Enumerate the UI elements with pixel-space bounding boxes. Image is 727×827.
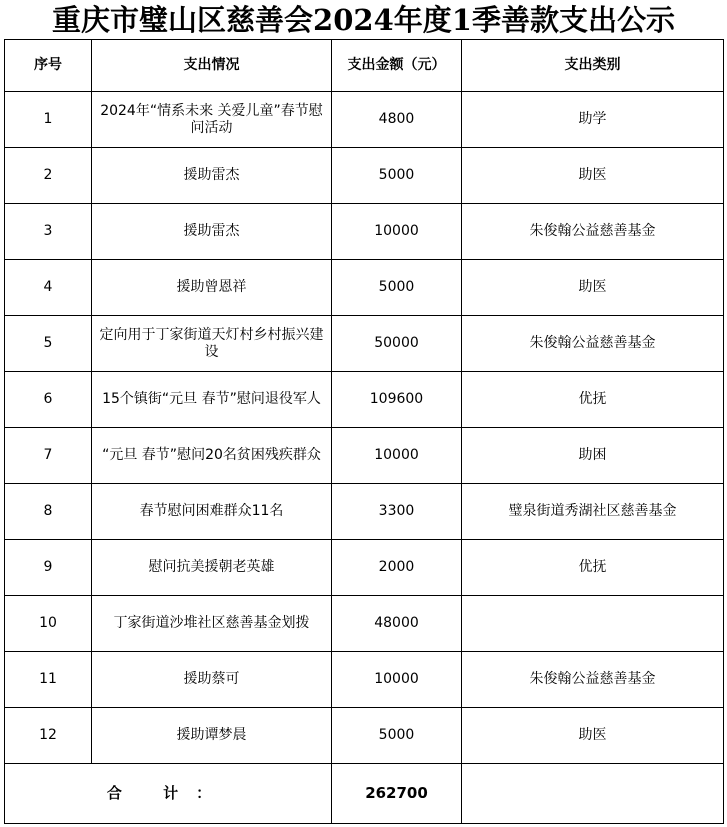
row-category: 助医 xyxy=(462,148,724,204)
row-seq: 7 xyxy=(5,428,92,484)
row-seq: 1 xyxy=(5,92,92,148)
total-row xyxy=(5,764,724,824)
row-amount: 10000 xyxy=(332,428,462,484)
row-description: 定向用于丁家街道天灯村乡村振兴建设 xyxy=(92,316,332,372)
row-category: 朱俊翰公益慈善基金 xyxy=(462,652,724,708)
table-row xyxy=(5,652,724,708)
row-amount: 10000 xyxy=(332,652,462,708)
row-description: 援助蔡可 xyxy=(92,652,332,708)
header-seq: 序号 xyxy=(5,40,92,92)
row-description: 援助曾恩祥 xyxy=(92,260,332,316)
row-seq: 5 xyxy=(5,316,92,372)
row-amount: 5000 xyxy=(332,708,462,764)
table-row xyxy=(5,372,724,428)
row-seq: 8 xyxy=(5,484,92,540)
row-amount: 109600 xyxy=(332,372,462,428)
row-amount: 50000 xyxy=(332,316,462,372)
row-category: 助困 xyxy=(462,428,724,484)
table-row xyxy=(5,92,724,148)
row-category: 优抚 xyxy=(462,540,724,596)
row-seq: 10 xyxy=(5,596,92,652)
row-amount: 10000 xyxy=(332,204,462,260)
row-description: “元旦 春节”慰问20名贫困残疾群众 xyxy=(92,428,332,484)
table-row xyxy=(5,484,724,540)
row-category: 朱俊翰公益慈善基金 xyxy=(462,204,724,260)
table-row xyxy=(5,316,724,372)
row-seq: 11 xyxy=(5,652,92,708)
row-seq: 4 xyxy=(5,260,92,316)
row-category: 助医 xyxy=(462,708,724,764)
row-description: 丁家街道沙堆社区慈善基金划拨 xyxy=(92,596,332,652)
row-description: 援助雷杰 xyxy=(92,148,332,204)
row-description: 慰问抗美援朝老英雄 xyxy=(92,540,332,596)
row-description: 春节慰问困难群众11名 xyxy=(92,484,332,540)
row-amount: 3300 xyxy=(332,484,462,540)
table-row xyxy=(5,596,724,652)
row-amount: 5000 xyxy=(332,260,462,316)
table-row xyxy=(5,708,724,764)
row-amount: 2000 xyxy=(332,540,462,596)
header-description: 支出情况 xyxy=(92,40,332,92)
row-seq: 2 xyxy=(5,148,92,204)
row-amount: 5000 xyxy=(332,148,462,204)
row-seq: 12 xyxy=(5,708,92,764)
row-category: 助学 xyxy=(462,92,724,148)
row-category: 优抚 xyxy=(462,372,724,428)
table-body xyxy=(5,92,724,764)
header-row xyxy=(5,40,724,92)
table-row xyxy=(5,204,724,260)
row-seq: 3 xyxy=(5,204,92,260)
total-label: 合 计： xyxy=(5,764,332,824)
header-category: 支出类别 xyxy=(462,40,724,92)
table-row xyxy=(5,148,724,204)
row-category: 璧泉街道秀湖社区慈善基金 xyxy=(462,484,724,540)
row-category: 朱俊翰公益慈善基金 xyxy=(462,316,724,372)
page-title: 重庆市璧山区慈善会2024年度1季善款支出公示 xyxy=(52,3,675,37)
table-row xyxy=(5,260,724,316)
total-amount: 262700 xyxy=(332,764,462,824)
row-amount: 48000 xyxy=(332,596,462,652)
expenditure-table xyxy=(4,39,724,824)
row-description: 援助谭梦晨 xyxy=(92,708,332,764)
row-description: 援助雷杰 xyxy=(92,204,332,260)
table-row xyxy=(5,540,724,596)
row-seq: 6 xyxy=(5,372,92,428)
row-description: 15个镇街“元旦 春节”慰问退役军人 xyxy=(92,372,332,428)
row-category xyxy=(462,596,724,652)
header-amount: 支出金额（元） xyxy=(332,40,462,92)
row-amount: 4800 xyxy=(332,92,462,148)
total-category xyxy=(462,764,724,824)
table-row xyxy=(5,428,724,484)
row-category: 助医 xyxy=(462,260,724,316)
row-description: 2024年“情系未来 关爱儿童”春节慰问活动 xyxy=(92,92,332,148)
row-seq: 9 xyxy=(5,540,92,596)
